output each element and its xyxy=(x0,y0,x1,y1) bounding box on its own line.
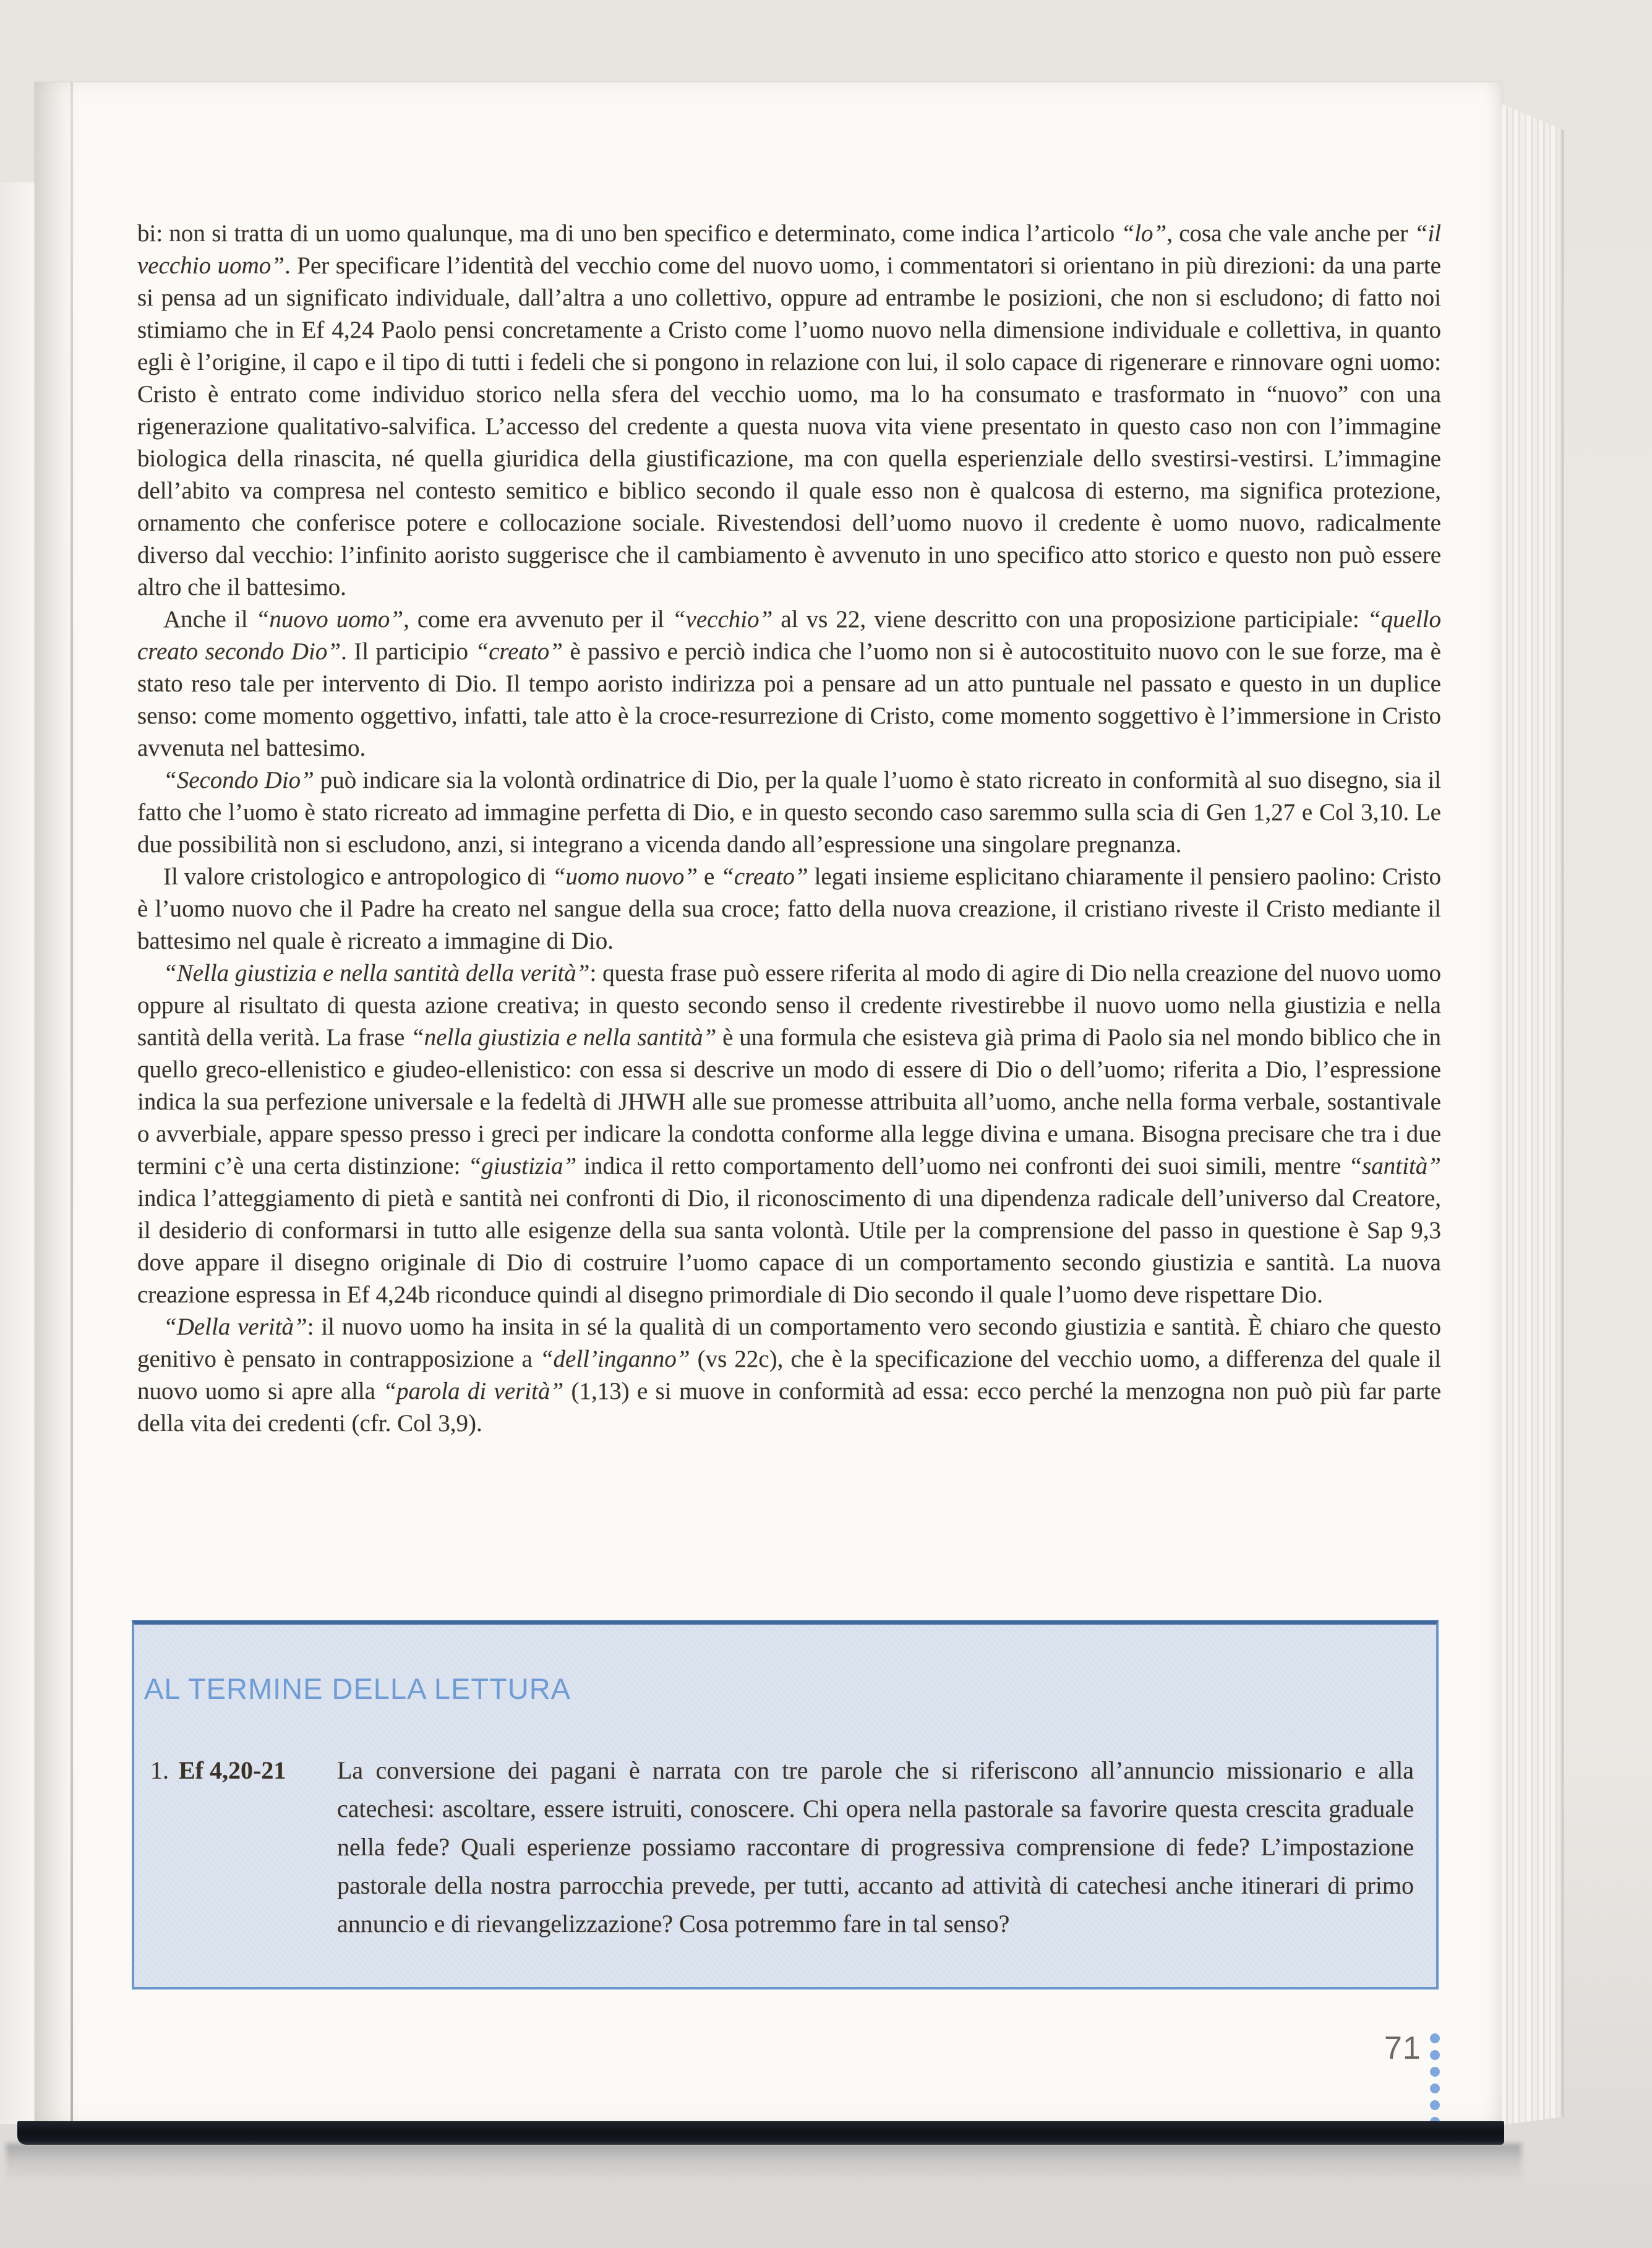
body-paragraph: Anche il “nuovo uomo”, come era avvenuto per il “vecchio” al vs 22, viene descritto con una proposizione participiale: “quello creato secondo Dio”. Il participio “creato” è passivo e perciò indica che l’uomo non si è autocostituito nuovo con le sue forze, ma è stato reso tale per intervento di Dio. Il tempo aoristo indirizza poi a pensare ad un atto puntuale nel passato e questo in un duplice senso: come momento oggettivo, infatti, tale atto è la croce-resurrezione di Cristo, come momento soggettivo è l’immersione in Cristo avvenuta nel battesimo. xyxy=(137,606,1441,761)
item-reference: Ef 4,20-21 xyxy=(179,1756,286,1784)
page-dot xyxy=(1430,2100,1440,2110)
review-box xyxy=(132,1620,1439,1989)
page-dot xyxy=(1430,2050,1440,2060)
page-dot xyxy=(1430,2033,1440,2043)
body-paragraph: bi: non si tratta di un uomo qualunque, ma di uno ben specifico e determinato, come indica l’articolo “lo”, cosa che vale anche per “il vecchio uomo”. Per specificare l’identità del vecchio come del nuovo uomo, i commentatori si orientano in più direzioni: da una parte si pensa ad un significato individuale, dall’altra a uno collettivo, oppure ad entrambe le posizioni, che non si escludono; di fatto noi stimiamo che in Ef 4,24 Paolo pensi concretamente a Cristo come l’uomo nuovo nella dimensione individuale e collettiva, in quanto egli è l’origine, il capo e il tipo di tutti i fedeli che si pongono in relazione con lui, il solo capace di rigenerare e rinnovare ogni uomo: Cristo è entrato come individuo storico nella sfera del vecchio uomo, ma lo ha consumato e trasformato in “nuovo” con una rigenerazione qualitativo-salvifica. L’accesso del credente a questa nuova vita viene presentato in questo caso non con l’immagine biologica della rinascita, né quella giuridica della giustificazione, ma con quella esperienziale dello svestirsi-vestirsi. L’immagine dell’abito va compresa nel contesto semitico e biblico secondo il quale esso non è qualcosa di esterno, ma significa protezione, ornamento che conferisce potere e collocazione sociale. Rivestendosi dell’uomo nuovo il credente è uomo nuovo, radicalmente diverso dal vecchio: l’infinito aoristo suggerisce che il cambiamento è avvenuto in uno specifico atto storico e questo non può essere altro che il battesimo. xyxy=(137,220,1441,600)
book-cover-shadow xyxy=(6,2143,1521,2183)
item-number: 1. xyxy=(150,1756,169,1784)
body-paragraph: Il valore cristologico e antropologico di “uomo nuovo” e “creato” legati insieme esplicitano chiaramente il pensiero paolino: Cristo è l’uomo nuovo che il Padre ha creato nel sangue della sua croce; fatto della nuova creazione, il cristiano riveste il Cristo mediante il battesimo nel quale è ricreato a immagine di Dio. xyxy=(137,863,1442,954)
page-dot xyxy=(1430,2067,1440,2077)
page-stack-edge xyxy=(1502,104,1564,2125)
main-text-block xyxy=(137,218,1441,1440)
dots-column xyxy=(1430,2033,1440,2127)
body-paragraph: “Nella giustizia e nella santità della verità”: questa frase può essere riferita al modo di agire di Dio nella creazione del nuovo uomo oppure al risultato di questa azione creativa; in questo secondo senso il credente rivestirebbe il nuovo uomo nella giustizia e nella santità della verità. La frase “nella giustizia e nella santità” è una formula che esisteva già prima di Paolo sia nel mondo biblico che in quello greco-ellenistico e giudeo-ellenistico: con essa si descrive un modo di essere di Dio o dell’uomo; riferita a Dio, l’espressione indica la sua perfezione universale e la fedeltà di JHWH alle sue promesse attribuita all’uomo, anche nella forma verbale, sostantivale o avverbiale, appare spesso presso i greci per indicare la condotta conforme alla legge divina e umana. Bisogna precisare che tra i due termini c’è una certa distinzione: “giustizia” indica il retto comportamento dell’uomo nei confronti dei suoi simili, mentre “santità” indica l’atteggiamento di pietà e santità nei confronti di Dio, il riconoscimento di una dipendenza radicale dell’universo dal Creatore, il desiderio di conformarsi in tutto alle esigenze della sua santa volontà. Utile per la comprensione del passo in questione è Sap 9,3 dove appare il disegno originale di Dio di costruire l’uomo capace di un comportamento secondo giustizia e santità. La nuova creazione espressa in Ef 4,24b riconduce quindi al disegno primordiale di Dio secondo il quale l’uomo deve rispettare Dio. xyxy=(137,960,1441,1308)
item-text: La conversione dei pagani è narrata con tre parole che si riferiscono all’annuncio missionario e alla catechesi: ascoltare, essere istruiti, conoscere. Chi opera nella pastorale sa favorire questa crescita graduale nella fede? Quali esperienze possiamo raccontare di progressiva comprensione di fede? L’impostazione pastorale della nostra parrocchia prevede, per tutti, accanto ad attività di catechesi anche itinerari di primo annuncio e di rievangelizzazione? Cosa potremmo fare in tal senso? xyxy=(337,1756,1414,1938)
review-item xyxy=(150,1751,1414,1943)
body-paragraph: “Secondo Dio” può indicare sia la volontà ordinatrice di Dio, per la quale l’uomo è stato ricreato in conformità al suo disegno, sia il fatto che l’uomo è stato ricreato ad immagine perfetta di Dio, e in questo secondo caso saremmo sulla scia di Gen 1,27 e Col 3,10. Le due possibilità non si escludono, anzi, si integrano a vicenda dando all’espressione una singolare pregnanza. xyxy=(137,767,1441,858)
book-cover-edge xyxy=(17,2121,1504,2145)
spine-crease xyxy=(71,82,73,2123)
page-dot xyxy=(1430,2083,1440,2093)
body-paragraph: “Della verità”: il nuovo uomo ha insita in sé la qualità di un comportamento vero secondo giustizia e santità. È chiaro che questo genitivo è pensato in contrapposizione a “dell’inganno” (vs 22c), che è la specificazione del vecchio uomo, a differenza del quale il nuovo uomo si apre alla “parola di verità” (1,13) e si muove in conformità ad essa: ecco perché la menzogna non può più far parte della vita dei credenti (cfr. Col 3,9). xyxy=(137,1314,1442,1437)
page-number: 71 xyxy=(1384,2030,1421,2066)
review-box-heading: AL TERMINE DELLA LETTURA xyxy=(144,1672,571,1705)
